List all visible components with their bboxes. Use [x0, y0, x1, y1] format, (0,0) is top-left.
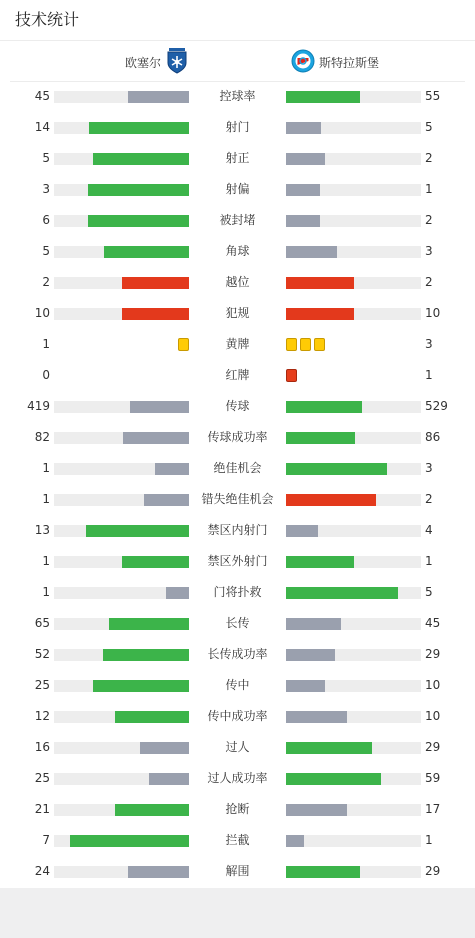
away-bar	[286, 742, 372, 754]
home-bar	[103, 649, 189, 661]
stat-label: 过人成功率	[207, 771, 268, 785]
home-bar	[89, 122, 189, 134]
home-team[interactable]	[125, 48, 188, 76]
yellow-card-icon	[314, 338, 325, 351]
away-value: 17	[425, 802, 441, 816]
stat-label: 抢断	[225, 802, 250, 816]
home-value: 45	[34, 89, 50, 103]
home-bar	[155, 463, 189, 475]
home-value: 6	[42, 213, 50, 227]
stat-label: 过人	[225, 740, 250, 754]
home-value: 65	[34, 616, 50, 630]
home-value: 1	[42, 461, 50, 475]
stat-row	[0, 702, 475, 733]
home-bar-track	[54, 246, 189, 258]
stat-label: 射正	[225, 151, 250, 165]
home-bar-track	[54, 649, 189, 661]
away-bar	[286, 153, 325, 165]
stat-label: 射门	[225, 120, 250, 134]
home-bar	[149, 773, 190, 785]
away-bar	[286, 494, 376, 506]
home-value: 24	[34, 864, 50, 878]
away-bar-track	[286, 494, 421, 506]
stat-row	[0, 547, 475, 578]
stat-row	[0, 237, 475, 268]
stat-row	[0, 671, 475, 702]
away-value: 45	[425, 616, 441, 630]
away-value: 4	[425, 523, 433, 537]
away-bar-track	[286, 215, 421, 227]
stat-label: 错失绝佳机会	[201, 492, 274, 506]
stat-label: 禁区外射门	[207, 554, 268, 568]
home-value: 25	[34, 678, 50, 692]
away-value: 86	[425, 430, 441, 444]
stat-label: 解围	[225, 864, 250, 878]
away-bar	[286, 556, 354, 568]
away-bar-track	[286, 618, 421, 630]
stat-label: 长传	[225, 616, 250, 630]
home-value: 0	[42, 368, 50, 382]
away-bar-track	[286, 401, 421, 413]
away-bar	[286, 773, 381, 785]
home-value: 1	[42, 585, 50, 599]
home-bar	[166, 587, 189, 599]
stat-row	[0, 299, 475, 330]
away-bar-track	[286, 122, 421, 134]
home-value: 5	[42, 151, 50, 165]
away-value: 10	[425, 709, 441, 723]
home-bar	[88, 215, 189, 227]
away-value: 29	[425, 864, 441, 878]
stat-row	[0, 361, 475, 392]
away-value: 2	[425, 275, 433, 289]
home-bar	[122, 556, 190, 568]
home-value: 7	[42, 833, 50, 847]
stat-label: 拦截	[225, 833, 250, 847]
stat-row	[0, 175, 475, 206]
yellow-card-icon	[178, 338, 189, 351]
stat-label: 角球	[225, 244, 250, 258]
home-bar	[109, 618, 189, 630]
home-bar	[93, 153, 189, 165]
away-bar-track	[286, 804, 421, 816]
home-bar-track	[54, 91, 189, 103]
stat-row	[0, 485, 475, 516]
stat-row	[0, 764, 475, 795]
stat-label: 传中	[225, 678, 250, 692]
home-bar-track	[54, 308, 189, 320]
away-value: 1	[425, 554, 433, 568]
away-bar-track	[286, 742, 421, 754]
away-bar	[286, 184, 320, 196]
away-bar	[286, 463, 387, 475]
away-bar-track	[286, 773, 421, 785]
home-value: 419	[27, 399, 50, 413]
home-bar-track	[54, 618, 189, 630]
stat-row	[0, 144, 475, 175]
stat-row	[0, 826, 475, 857]
home-value: 21	[34, 802, 50, 816]
section-title: 技术统计	[15, 10, 80, 29]
away-bar	[286, 308, 354, 320]
home-bar	[130, 401, 189, 413]
stat-label: 越位	[225, 275, 250, 289]
strasbourg-crest-icon	[291, 49, 315, 76]
away-value: 10	[425, 678, 441, 692]
stat-label: 长传成功率	[207, 647, 268, 661]
away-bar-track	[286, 711, 421, 723]
home-bar	[122, 308, 190, 320]
home-bar-track	[54, 432, 189, 444]
away-value: 1	[425, 368, 433, 382]
away-value: 1	[425, 833, 433, 847]
away-value: 55	[425, 89, 441, 103]
stat-label: 被封堵	[219, 213, 256, 227]
away-bar-track	[286, 463, 421, 475]
away-team[interactable]	[291, 48, 379, 76]
home-bar	[104, 246, 189, 258]
away-bar-track	[286, 91, 421, 103]
home-team-name: 欧塞尔	[124, 55, 161, 70]
home-value: 1	[42, 492, 50, 506]
away-bar-track	[286, 277, 421, 289]
home-value: 1	[42, 337, 50, 351]
away-bar	[286, 215, 320, 227]
stat-label: 传中成功率	[207, 709, 268, 723]
home-bar	[128, 866, 189, 878]
stat-label: 门将扑救	[213, 585, 262, 599]
divider	[0, 40, 475, 41]
away-bar	[286, 680, 325, 692]
away-value: 2	[425, 151, 433, 165]
away-cards	[286, 338, 325, 351]
home-bar	[122, 277, 190, 289]
yellow-card-icon	[300, 338, 311, 351]
away-value: 29	[425, 740, 441, 754]
home-value: 16	[34, 740, 50, 754]
away-value: 2	[425, 492, 433, 506]
home-bar-track	[54, 525, 189, 537]
away-bar	[286, 246, 337, 258]
home-bar	[123, 432, 189, 444]
home-bar	[86, 525, 189, 537]
away-value: 5	[425, 585, 433, 599]
away-bar-track	[286, 866, 421, 878]
away-bar-track	[286, 246, 421, 258]
home-bar-track	[54, 804, 189, 816]
stat-label: 禁区内射门	[207, 523, 268, 537]
away-bar	[286, 432, 355, 444]
stat-label: 红牌	[225, 368, 250, 382]
stat-row	[0, 206, 475, 237]
home-bar	[115, 711, 189, 723]
stat-row	[0, 516, 475, 547]
away-value: 10	[425, 306, 441, 320]
home-value: 5	[42, 244, 50, 258]
stat-label: 黄牌	[225, 337, 250, 351]
home-bar-track	[54, 680, 189, 692]
home-bar-track	[54, 494, 189, 506]
away-bar-track	[286, 587, 421, 599]
stat-label: 射偏	[225, 182, 250, 196]
away-bar-track	[286, 432, 421, 444]
away-bar	[286, 618, 341, 630]
home-bar	[115, 804, 189, 816]
home-value: 12	[34, 709, 50, 723]
home-value: 2	[42, 275, 50, 289]
yellow-card-icon	[286, 338, 297, 351]
away-value: 59	[425, 771, 441, 785]
stats-list	[0, 82, 475, 888]
home-bar-track	[54, 184, 189, 196]
home-bar-track	[54, 215, 189, 227]
away-bar-track	[286, 556, 421, 568]
away-bar-track	[286, 153, 421, 165]
home-bar-track	[54, 711, 189, 723]
away-bar	[286, 122, 321, 134]
stat-label: 传球	[225, 399, 250, 413]
home-bar-track	[54, 866, 189, 878]
away-value: 29	[425, 647, 441, 661]
away-bar	[286, 804, 347, 816]
home-bar	[88, 184, 189, 196]
stat-row	[0, 82, 475, 113]
home-bar	[93, 680, 189, 692]
home-value: 3	[42, 182, 50, 196]
away-bar-track	[286, 680, 421, 692]
away-bar	[286, 866, 360, 878]
away-value: 1	[425, 182, 433, 196]
stat-row	[0, 423, 475, 454]
home-bar-track	[54, 742, 189, 754]
stat-row	[0, 113, 475, 144]
home-bar-track	[54, 401, 189, 413]
away-bar	[286, 401, 362, 413]
home-value: 52	[34, 647, 50, 661]
stat-label: 犯规	[225, 306, 250, 320]
away-bar	[286, 277, 354, 289]
away-value: 3	[425, 244, 433, 258]
red-card-icon	[286, 369, 297, 382]
away-bar-track	[286, 184, 421, 196]
away-bar-track	[286, 835, 421, 847]
auxerre-crest-icon	[166, 48, 188, 77]
stat-row	[0, 795, 475, 826]
home-value: 25	[34, 771, 50, 785]
stat-row	[0, 392, 475, 423]
home-bar-track	[54, 277, 189, 289]
stat-row	[0, 733, 475, 764]
stat-label: 传球成功率	[207, 430, 268, 444]
home-bar-track	[54, 773, 189, 785]
away-bar	[286, 587, 398, 599]
stat-row	[0, 640, 475, 671]
away-cards	[286, 369, 297, 382]
home-bar	[128, 91, 189, 103]
home-value: 10	[34, 306, 50, 320]
home-bar	[70, 835, 189, 847]
home-cards	[178, 338, 189, 351]
stat-row	[0, 578, 475, 609]
away-bar-track	[286, 308, 421, 320]
away-team-name: 斯特拉斯堡	[319, 55, 380, 70]
away-bar-track	[286, 525, 421, 537]
away-bar	[286, 711, 347, 723]
away-bar	[286, 649, 335, 661]
home-bar-track	[54, 463, 189, 475]
away-value: 529	[425, 399, 448, 413]
stat-row	[0, 268, 475, 299]
home-bar	[144, 494, 189, 506]
away-bar-track	[286, 649, 421, 661]
away-value: 2	[425, 213, 433, 227]
away-bar	[286, 91, 360, 103]
away-value: 3	[425, 337, 433, 351]
stat-row	[0, 857, 475, 888]
home-value: 13	[34, 523, 50, 537]
home-value: 1	[42, 554, 50, 568]
stat-label: 控球率	[219, 89, 256, 103]
home-bar-track	[54, 587, 189, 599]
away-value: 3	[425, 461, 433, 475]
away-bar	[286, 525, 318, 537]
home-value: 14	[34, 120, 50, 134]
stat-row	[0, 609, 475, 640]
home-bar-track	[54, 122, 189, 134]
home-bar-track	[54, 556, 189, 568]
away-value: 5	[425, 120, 433, 134]
home-value: 82	[34, 430, 50, 444]
home-bar-track	[54, 153, 189, 165]
stat-row	[0, 330, 475, 361]
away-bar	[286, 835, 304, 847]
home-bar-track	[54, 835, 189, 847]
home-bar	[140, 742, 189, 754]
stat-label: 绝佳机会	[213, 461, 262, 475]
stat-row	[0, 454, 475, 485]
